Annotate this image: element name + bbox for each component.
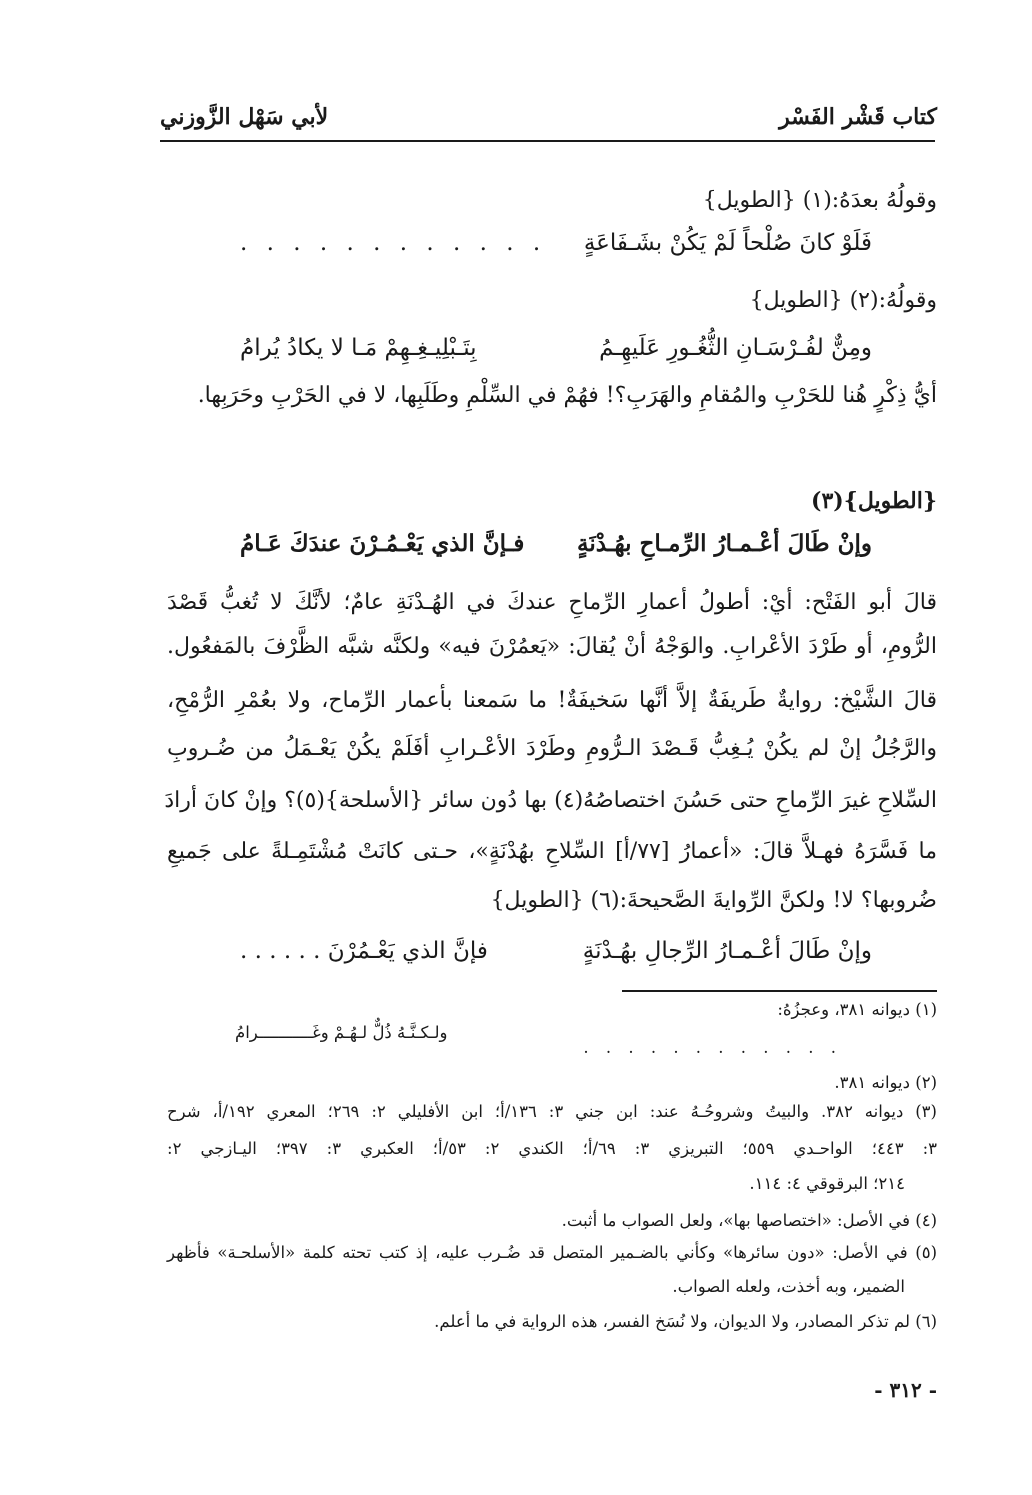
header-book-title: كتاب قَشْر الفَسْر xyxy=(779,104,937,130)
verse-3-hemistich-right: وإنْ طَالَ أعْـمـارُ الرِّمـاحِ بهُـدْنَةٍ xyxy=(577,530,872,557)
footnote-1: (١) ديوانه ٣٨١، وعجزُهُ: xyxy=(777,1000,937,1019)
footnote-6: (٦) لم تذكر المصادر، ولا الديوان، ولا نُسَخ الفسر، هذه الرواية في ما أعلم. xyxy=(434,1312,937,1331)
meter-label: {الطويل}(٣) xyxy=(811,488,937,514)
footnote-3-line: (٣) ديوانه ٣٨٢. والبيتُ وشروحُـهُ عند: ابن جني ٣: ١٣٦/أ؛ ابن الأفليلي ٢: ٢٦٩؛ المعري ١٩٢/أ، شرح xyxy=(167,1102,937,1121)
footnote-4: (٤) في الأصل: «اختصاصها بها»، ولعل الصواب ما أثبت. xyxy=(561,1211,937,1230)
paragraph-line: الرُّومِ، أو طَرْدَ الأعْرابِ. والوَجْهُ أنْ يُقالَ: «يَعمُرْنَ فيه» ولكنَّه شبَّه الظَّرْفَ بالمَفعُول. xyxy=(167,634,937,659)
footnote-1-verse-right: . . . . . . . . . . . . xyxy=(583,1038,842,1057)
verse-1-hemistich-left: . . . . . . . . . . . . xyxy=(240,230,547,256)
verse-1-hemistich-right: فَلَوْ كانَ صُلْحاً لَمْ يَكُنْ بشَـفَاعَةٍ xyxy=(583,230,872,256)
quote-intro-2: وقولُهُ:(٢) {الطويل} xyxy=(749,288,937,313)
footnote-5-line: الضمير، وبه أخذت، ولعله الصواب. xyxy=(672,1277,905,1296)
footnote-3-line: ٢١٤؛ البرقوقي ٤: ١١٤. xyxy=(749,1174,905,1193)
header-rule xyxy=(160,140,935,142)
footnote-1-verse-left: ولـكـنَّـهُ ذُلٌّ لـهُـمْ وغَـــــــــــرامُ xyxy=(235,1023,448,1042)
quote-intro-1: وقولُهُ بعدَهُ:(١) {الطويل} xyxy=(702,188,937,213)
commentary-1: أيُّ ذِكْرٍ هُنا للحَرْبِ والمُقامِ والهَرَبِ؟! فهُمْ في السِّلْمِ وطَلَبِها، لا في الحَرْبِ وحَرَبِها. xyxy=(197,383,937,408)
footnote-3-line: ٣: ٤٤٣؛ الواحـدي ٥٥٩؛ التبريزي ٣: ٦٩/أ؛ الكندي ٢: ٥٣/أ؛ العكبري ٣: ٣٩٧؛ اليـازجي ٢: xyxy=(167,1139,938,1158)
verse-4-hemistich-left: فإنَّ الذي يَعْـمُرْنَ . . . . . . xyxy=(240,938,488,964)
verse-4-hemistich-right: وإنْ طَالَ أعْـمـارُ الرِّجالِ بهُـدْنَةٍ xyxy=(582,938,872,964)
footnote-5-line: (٥) في الأصل: «دون سائرها» وكأني بالضـمير المتصل قد ضُـرب عليه، إذ كتب تحته كلمة «الأسلحـة» فأظهر xyxy=(167,1243,937,1262)
paragraph-line: ما فَسَّرَهُ فهـلاَّ قالَ: «أعمارُ [٧٧/أ] السِّلاحِ بهُدْنَةٍ»، حـتى كانَتْ مُشْتَمِـلةً على جَميعِ xyxy=(167,839,938,864)
paragraph-line: قالَ الشَّيْخ: روايةٌ طَريفَةٌ إلاَّ أنَّها سَخيفَةٌ! ما سَمعنا بأعمار الرِّماح، ولا بعُمْرِ الرُّمْحِ، xyxy=(167,688,937,713)
verse-2-hemistich-left: بِتَـبْلِيـغِـهِمْ مَـا لا يكادُ يُرامُ xyxy=(240,335,477,361)
header-author: لأبي سَهْل الزَّوزني xyxy=(160,104,329,130)
verse-3-hemistich-left: فـإنَّ الذي يَعْـمُـرْنَ عندَكَ عَـامُ xyxy=(240,530,525,557)
footnote-rule xyxy=(622,990,937,992)
verse-2-hemistich-right: ومِنٌّ لفُـرْسَـانِ الثُّغُـورِ عَلَيهِـمُ xyxy=(599,335,872,361)
page-number: - ٣١٢ - xyxy=(874,1378,937,1402)
footnote-2: (٢) ديوانه ٣٨١. xyxy=(834,1073,937,1092)
paragraph-line: قالَ أبو الفَتْح: أيْ: أطولُ أعمارِ الرِّماحِ عندكَ في الهُـدْنَةِ عامٌ؛ لأنَّكَ لا تُغبُّ قَصْدَ xyxy=(167,590,937,615)
paragraph-line: والرَّجُلُ إنْ لم يكُنْ يُـغِبُّ قَـصْدَ الـرُّومِ وطَرْدَ الأعْـرابِ أفَلَمْ يكُنْ يَعْـمَلُ من ضُـروبِ xyxy=(167,736,937,761)
paragraph-line: السِّلاحِ غيرَ الرِّماحِ حتى حَسُنَ اختصاصُهُ(٤) بها دُون سائر {الأسلحة}(٥)؟ وإنْ كانَ أرادَ xyxy=(164,788,937,813)
paragraph-line: ضُروبها؟ لا! ولكنَّ الرِّوايةَ الصَّحيحةَ:(٦) {الطويل} xyxy=(490,888,937,913)
